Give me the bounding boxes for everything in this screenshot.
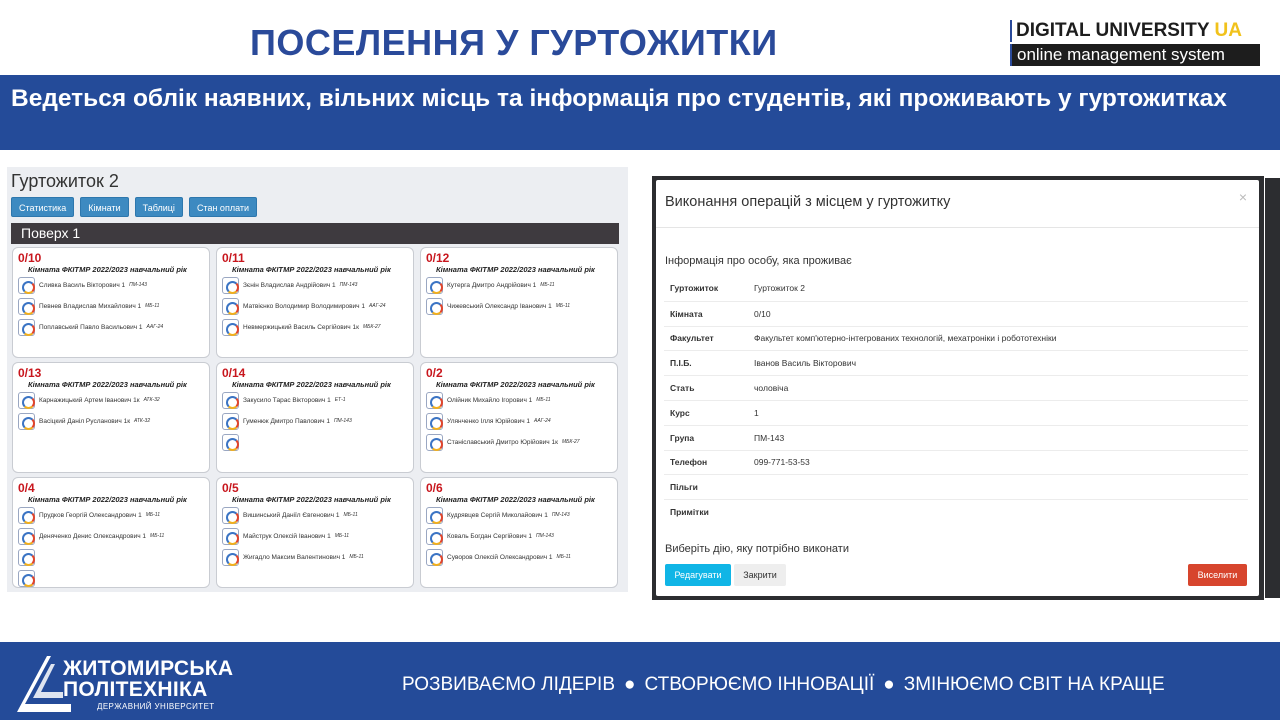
resident-group: МБ-11: [334, 533, 350, 539]
resident-group: МБ-11: [145, 303, 160, 309]
resident-group: ПМ-143: [536, 533, 554, 539]
student-avatar-icon[interactable]: [222, 392, 239, 409]
rooms-button[interactable]: Кімнати: [80, 197, 128, 217]
background-edge: [1265, 178, 1280, 598]
info-key: Примітки: [670, 507, 709, 518]
info-value: чоловіча: [754, 383, 789, 394]
info-row: [664, 400, 1248, 425]
student-avatar-icon[interactable]: [222, 434, 239, 451]
resident-group: МБ-11: [145, 512, 160, 518]
resident-group: МБ-11: [349, 554, 364, 560]
info-row: [664, 276, 1248, 301]
logo-line3: ДЕРЖАВНИЙ УНІВЕРСИТЕТ: [97, 702, 215, 711]
resident-name: Певнев Владислав Михайлович 1: [39, 302, 142, 310]
student-avatar-icon[interactable]: [222, 507, 239, 524]
resident-slot[interactable]: [426, 505, 612, 525]
resident-name: Зєнін Владислав Андрійович 1: [243, 281, 336, 289]
room-card: [420, 362, 618, 473]
resident-slot[interactable]: [222, 432, 408, 452]
banner-text: Ведеться облік наявних, вільних місць та інформація про студентів, які проживають у гуртожитках: [11, 85, 1227, 112]
info-row: [664, 499, 1248, 524]
info-key: Факультет: [670, 333, 714, 344]
resident-name: Жигадло Максим Валентинович 1: [243, 553, 346, 561]
info-value: ПМ-143: [754, 432, 785, 443]
student-avatar-icon[interactable]: [18, 413, 35, 430]
student-avatar-icon[interactable]: [18, 507, 35, 524]
brand-tagline: online management system: [1010, 44, 1260, 66]
resident-group: ААГ-24: [534, 418, 551, 424]
resident-slot[interactable]: [18, 317, 204, 337]
student-avatar-icon[interactable]: [18, 392, 35, 409]
footer: [0, 642, 1280, 720]
room-number: 0/2: [426, 366, 443, 380]
resident-group: ПМ-143: [129, 282, 147, 288]
room-name: Кімната ФКІТМР 2022/2023 навчальний рік: [436, 495, 595, 504]
brand-ua: UA: [1214, 20, 1242, 41]
info-value: 1: [754, 407, 759, 418]
dialog-title: Виконання операцій з місцем у гуртожитку: [665, 194, 951, 210]
student-avatar-icon[interactable]: [222, 298, 239, 315]
resident-name: Олійник Михайло Ігорович 1: [447, 396, 533, 404]
student-avatar-icon[interactable]: [18, 549, 35, 566]
student-avatar-icon[interactable]: [222, 528, 239, 545]
room-name: Кімната ФКІТМР 2022/2023 навчальний рік: [232, 495, 391, 504]
room-card: [12, 362, 210, 473]
resident-slot[interactable]: [18, 275, 204, 295]
resident-slot[interactable]: [18, 296, 204, 316]
student-avatar-icon[interactable]: [426, 528, 443, 545]
dorm-title: Гуртожиток 2: [11, 171, 119, 191]
resident-slot[interactable]: [18, 526, 204, 546]
dorm-screenshot: [7, 167, 628, 592]
student-avatar-icon[interactable]: [18, 528, 35, 545]
student-avatar-icon[interactable]: [426, 298, 443, 315]
resident-slot[interactable]: [18, 547, 204, 567]
resident-name: Поплавський Павло Васильович 1: [39, 323, 143, 331]
student-avatar-icon[interactable]: [18, 298, 35, 315]
info-key: Гуртожиток: [670, 283, 719, 294]
resident-name: Сливка Василь Вікторович 1: [39, 281, 126, 289]
edit-button[interactable]: Редагувати: [665, 564, 731, 586]
choose-action-label: Виберіть дію, яку потрібно виконати: [665, 543, 849, 555]
resident-name: Прудков Георгій Олександрович 1: [39, 511, 142, 519]
info-row: [664, 350, 1248, 375]
info-row: [664, 450, 1248, 475]
info-row: [664, 301, 1248, 326]
room-name: Кімната ФКІТМР 2022/2023 навчальний рік: [232, 380, 391, 389]
student-avatar-icon[interactable]: [18, 277, 35, 294]
resident-name: Гуменюк Дмитро Павлович 1: [243, 417, 330, 425]
resident-name: Матвієнко Володимир Володимирович 1: [243, 302, 365, 310]
room-name: Кімната ФКІТМР 2022/2023 навчальний рік: [232, 265, 391, 274]
resident-slot[interactable]: [426, 547, 612, 567]
info-value: Іванов Василь Вікторович: [754, 358, 856, 369]
slide-title: ПОСЕЛЕННЯ У ГУРТОЖИТКИ: [250, 22, 778, 63]
resident-name: Чижевський Олександр Іванович 1: [447, 302, 552, 310]
slogan-1: РОЗВИВАЄМО ЛІДЕРІВ: [402, 674, 616, 695]
banner: [0, 75, 1280, 150]
resident-slot[interactable]: [222, 390, 408, 410]
resident-name: Кутерга Дмитро Андрійович 1: [447, 281, 537, 289]
rooms-grid: [12, 247, 618, 588]
resident-slot[interactable]: [18, 411, 204, 431]
room-name: Кімната ФКІТМР 2022/2023 навчальний рік: [28, 380, 187, 389]
student-avatar-icon[interactable]: [426, 434, 443, 451]
room-number: 0/5: [222, 481, 239, 495]
resident-slot[interactable]: [222, 275, 408, 295]
brand-logo: [1010, 20, 1260, 66]
dialog-header: [656, 180, 1259, 228]
resident-slot[interactable]: [222, 411, 408, 431]
room-name: Кімната ФКІТМР 2022/2023 навчальний рік: [28, 265, 187, 274]
info-key: Пільги: [670, 482, 698, 493]
brand-name: DIGITAL UNIVERSITY: [1016, 20, 1215, 41]
student-avatar-icon[interactable]: [426, 413, 443, 430]
resident-name: Закусило Тарас Вікторович 1: [243, 396, 331, 404]
resident-group: МБ-11: [555, 303, 571, 309]
resident-slot[interactable]: [426, 275, 612, 295]
slogan-3: ЗМІНЮЄМО СВІТ НА КРАЩЕ: [903, 674, 1165, 695]
dorm-toolbar: [11, 197, 257, 217]
place-operation-dialog: [656, 180, 1259, 596]
resident-group: МБ-11: [556, 554, 571, 560]
info-key: Група: [670, 432, 695, 443]
bullet-icon: ●: [624, 674, 636, 695]
resident-name: Улянченко Ілля Юрійович 1: [447, 417, 531, 425]
room-name: Кімната ФКІТМР 2022/2023 навчальний рік: [436, 380, 595, 389]
resident-group: АТК-32: [134, 418, 151, 424]
university-logo: [15, 652, 234, 714]
slogan: [402, 674, 1165, 696]
resident-slot[interactable]: [426, 390, 612, 410]
resident-group: МБ-11: [150, 533, 165, 539]
resident-name: Вишинський Даніїл Євгенович 1: [243, 511, 340, 519]
tables-button[interactable]: Таблиці: [135, 197, 183, 217]
logo-line2: ПОЛІТЕХНІКА: [63, 678, 208, 701]
info-value: 0/10: [754, 308, 771, 319]
resident-slot[interactable]: [222, 526, 408, 546]
close-button[interactable]: Закрити: [734, 564, 786, 586]
resident-info-table: [664, 276, 1248, 524]
room-name: Кімната ФКІТМР 2022/2023 навчальний рік: [436, 265, 595, 274]
room-card: [12, 477, 210, 588]
resident-name: Станіславський Дмитро Юрійович 1к: [447, 438, 558, 446]
room-card: [216, 477, 414, 588]
info-key: Курс: [670, 407, 690, 418]
close-icon[interactable]: ×: [1238, 189, 1247, 205]
resident-slot[interactable]: [18, 568, 204, 588]
room-number: 0/4: [18, 481, 35, 495]
info-row: [664, 326, 1248, 351]
room-card: [216, 362, 414, 473]
room-card: [12, 247, 210, 358]
resident-group: ПМ-143: [339, 282, 358, 288]
resident-group: МБК-27: [362, 324, 381, 330]
info-key: Кімната: [670, 308, 703, 319]
room-number: 0/14: [222, 366, 246, 380]
resident-group: ЕТ-1: [334, 397, 346, 403]
resident-slot[interactable]: [222, 296, 408, 316]
resident-slot[interactable]: [426, 526, 612, 546]
student-avatar-icon[interactable]: [426, 507, 443, 524]
room-card: [420, 477, 618, 588]
room-number: 0/10: [18, 251, 42, 265]
resident-group: МБ-11: [540, 282, 555, 288]
resident-name: Коваль Богдан Сергійович 1: [447, 532, 533, 540]
resident-group: МБ-11: [343, 512, 358, 518]
resident-slot[interactable]: [18, 390, 204, 410]
resident-slot[interactable]: [222, 547, 408, 567]
info-row: [664, 375, 1248, 400]
room-card: [420, 247, 618, 358]
resident-name: Карнажицький Артем Іванович 1к: [39, 396, 140, 404]
resident-group: ПМ-143: [333, 418, 352, 424]
floor-header: Поверх 1: [11, 223, 619, 244]
brand-line1: [1010, 20, 1260, 42]
resident-slot[interactable]: [426, 296, 612, 316]
student-avatar-icon[interactable]: [426, 277, 443, 294]
resident-name: Васіцкий Даніл Русланович 1к: [39, 417, 131, 425]
student-avatar-icon[interactable]: [222, 549, 239, 566]
resident-name: Кудрявцев Сергій Миколайович 1: [447, 511, 548, 519]
info-row: [664, 425, 1248, 450]
slogan-2: СТВОРЮЄМО ІННОВАЦІЇ: [644, 674, 875, 695]
student-avatar-icon[interactable]: [222, 319, 239, 336]
student-avatar-icon[interactable]: [222, 277, 239, 294]
statistics-button[interactable]: Статистика: [11, 197, 74, 217]
student-avatar-icon[interactable]: [426, 392, 443, 409]
room-number: 0/6: [426, 481, 443, 495]
payment-status-button[interactable]: Стан оплати: [189, 197, 257, 217]
resident-group: МБК-27: [561, 439, 580, 445]
resident-slot[interactable]: [18, 505, 204, 525]
evict-button[interactable]: Виселити: [1188, 564, 1247, 586]
resident-group: МБ-11: [536, 397, 551, 403]
resident-group: ПМ-143: [551, 512, 570, 518]
student-avatar-icon[interactable]: [222, 413, 239, 430]
info-value: 099-771-53-53: [754, 457, 810, 468]
info-row: [664, 474, 1248, 499]
resident-name: Майструк Олексій Іванович 1: [243, 532, 331, 540]
resident-group: ААГ-24: [146, 324, 164, 330]
resident-slot[interactable]: [426, 411, 612, 431]
resident-slot[interactable]: [426, 432, 612, 452]
resident-group: АТК-32: [143, 397, 160, 403]
room-card: [216, 247, 414, 358]
room-name: Кімната ФКІТМР 2022/2023 навчальний рік: [28, 495, 187, 504]
resident-slot[interactable]: [222, 317, 408, 337]
info-key: П.І.Б.: [670, 358, 692, 369]
info-key: Стать: [670, 383, 695, 394]
student-avatar-icon[interactable]: [18, 570, 35, 587]
room-number: 0/11: [222, 251, 245, 265]
logo-line1: ЖИТОМИРСЬКА: [63, 657, 234, 680]
resident-name: Деняченко Денис Олександрович 1: [39, 532, 147, 540]
info-key: Телефон: [670, 457, 708, 468]
room-number: 0/12: [426, 251, 450, 265]
student-avatar-icon[interactable]: [18, 319, 35, 336]
student-avatar-icon[interactable]: [426, 549, 443, 566]
resident-group: ААГ-24: [368, 303, 386, 309]
resident-name: Невмержицький Василь Сергійович 1к: [243, 323, 359, 331]
bullet-icon: ●: [883, 674, 895, 695]
resident-slot[interactable]: [222, 505, 408, 525]
room-number: 0/13: [18, 366, 42, 380]
resident-name: Суворов Олексій Олександрович 1: [447, 553, 553, 561]
resident-info-label: Інформація про особу, яка проживає: [665, 255, 852, 267]
info-value: Факультет комп'ютерно-інтегрованих технологій, мехатроніки і робототехніки: [754, 333, 1057, 344]
info-value: Гуртожиток 2: [754, 283, 805, 294]
